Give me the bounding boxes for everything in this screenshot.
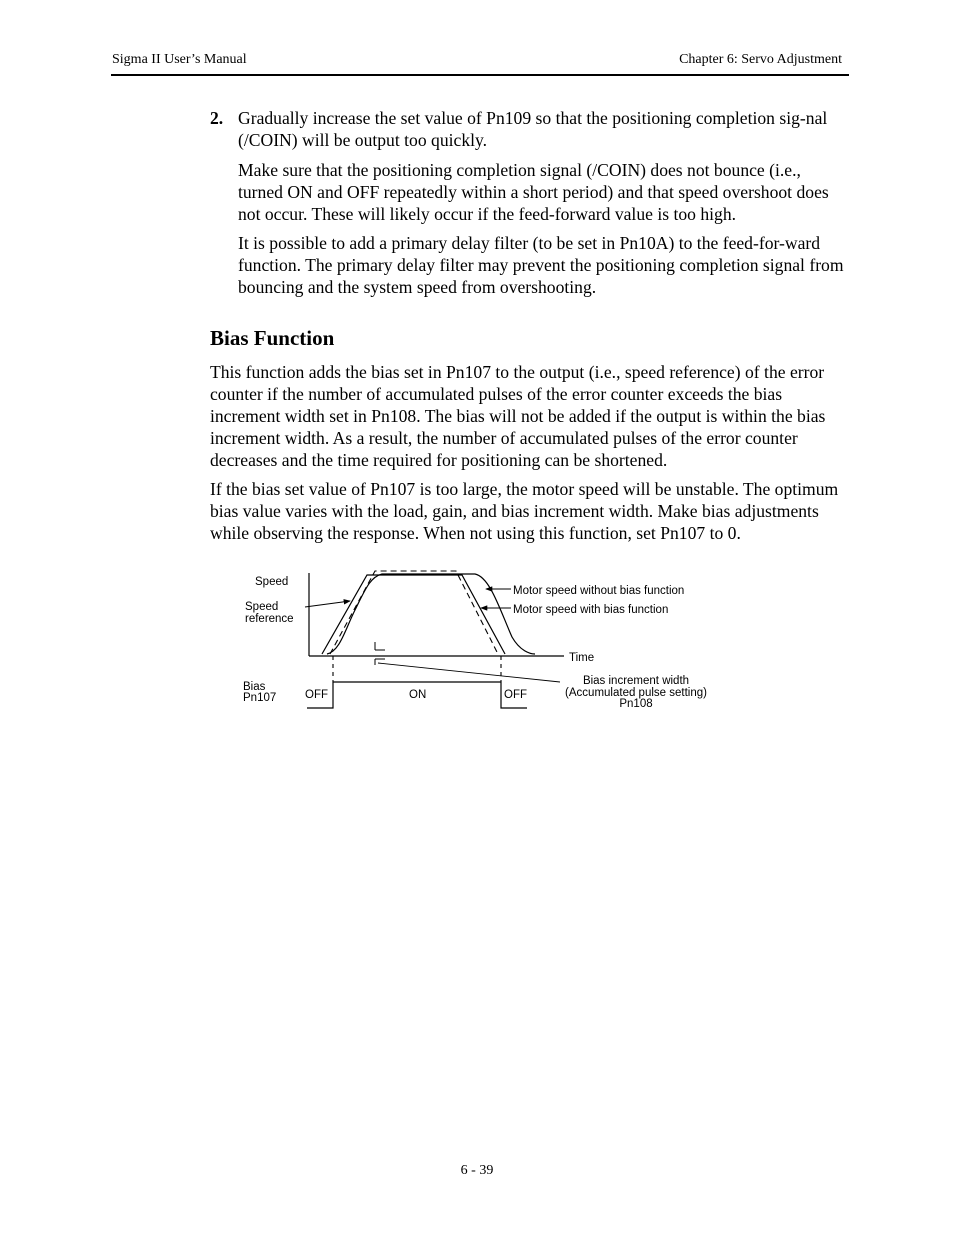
speed-reference-curve	[330, 571, 498, 654]
state-on: ON	[409, 689, 427, 701]
section-paragraph-1: This function adds the bias set in Pn107 to the output (i.e., speed reference) of the error counter if the number of accumulated pulses of the error counter exceeds the bias increment width set in Pn108. The bias will not be added if the output is within the bias increment width. As a result, the number of accumulated pulses of the error counter decreases and the time required for positioning can be shortened.	[210, 362, 826, 470]
header-manual-title: Sigma II User’s Manual	[112, 52, 247, 67]
bias-width-param: Pn108	[619, 698, 653, 710]
speed-reference-leader	[305, 601, 350, 607]
bias-label: Bias	[243, 681, 266, 693]
step-paragraph-2: Make sure that the positioning completion signal (/COIN) does not bounce (i.e., turned ON and OFF repeatedly within a short period) and that speed overshoot does not occur. These will likely occur if the feed-forward value is too high.	[238, 160, 829, 224]
header-chapter-title: Chapter 6: Servo Adjustment	[679, 52, 842, 67]
section-paragraph-2: If the bias set value of Pn107 is too large, the motor speed will be unstable. The optimum bias value varies with the load, gain, and bias increment width. Make bias adjustments while observing the response. When not using this function, set Pn107 to 0.	[210, 479, 839, 543]
bias-param-label: Pn107	[243, 692, 277, 704]
bias-width-label: Bias increment width	[582, 675, 690, 687]
section-heading: Bias Function	[210, 326, 335, 350]
legend-without-bias: Motor speed without bias function	[513, 585, 685, 597]
step-paragraph-1: Gradually increase the set value of Pn109 so that the positioning completion sig-nal (/COIN) will be output too quickly.	[238, 108, 828, 150]
time-axis-label: Time	[569, 652, 595, 664]
page-number: 6 - 39	[460, 1163, 494, 1178]
speed-axis-label: Speed	[255, 576, 289, 588]
step-paragraph-3: It is possible to add a primary delay filter (to be set in Pn10A) to the feed-for-ward function. The primary delay filter may prevent the positioning completion signal from bouncing and the system speed from overshooting.	[238, 233, 844, 297]
state-off-start: OFF	[305, 689, 328, 701]
motor-speed-without-bias-curve	[327, 574, 535, 654]
bias-width-label-2: (Accumulated pulse setting)	[565, 687, 707, 699]
state-off-end: OFF	[504, 689, 527, 701]
speed-reference-label: Speed	[245, 601, 279, 613]
legend-with-bias: Motor speed with bias function	[513, 604, 669, 616]
step-number: 2.	[210, 108, 224, 128]
speed-reference-label-2: reference	[245, 613, 294, 625]
bias-width-leader	[378, 663, 560, 682]
bias-function-diagram	[230, 565, 730, 720]
header-rule	[111, 74, 849, 76]
